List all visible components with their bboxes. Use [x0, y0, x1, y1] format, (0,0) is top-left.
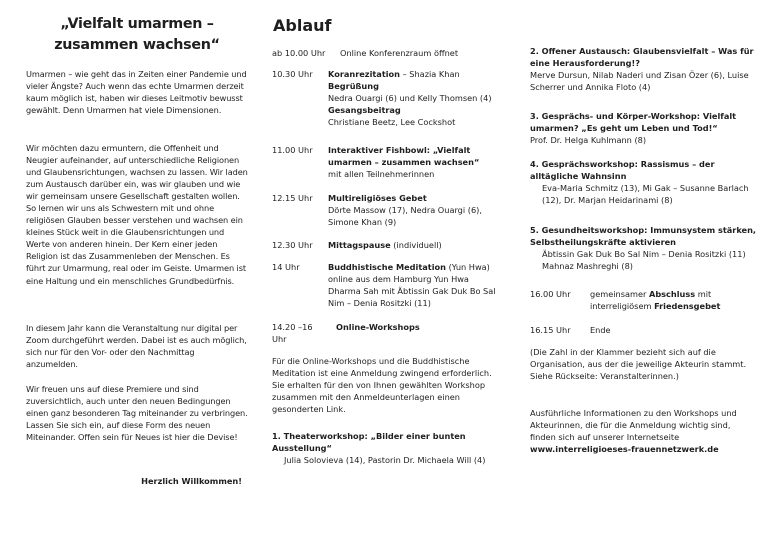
workshop-item: [530, 224, 758, 272]
schedule-time: 14.20 –16 Uhr: [272, 322, 313, 345]
schedule-time: 14 Uhr: [272, 262, 300, 272]
schedule-desc: Buddhistische Meditation (Yun Hwa) online aus dem Hamburg Yun Hwa Dharma Sah mit Äbtissin Gak Duk Bo Sal Nim – Denia Rositzki (11): [328, 262, 496, 309]
signoff: Herzlich Willkommen!: [141, 476, 242, 486]
schedule-desc: Ende: [590, 325, 611, 335]
schedule-time: 10.30 Uhr: [272, 69, 313, 79]
schedule-title: Ablauf: [273, 16, 332, 35]
workshop-people: Eva-Maria Schmitz (13), Mi Gak – Susanne Barlach (12), Dr. Marjan Heidarinami (8): [542, 183, 749, 206]
workshop-item: [530, 110, 758, 146]
intro-paragraph: Wir möchten dazu ermuntern, die Offenheit und Neugier aufeinander, auf unterschiedliche Religionen und Glaubensrichtungen, wachsen zu lassen. Wir laden zum Austausch darüber ein, was wir glauben und wie wir gemeinsam unsere Gesellschaft gestalten wollen. So lernen wir uns als Schwestern mit und ohne religiösen Glauben besser verstehen und wachsen ein kleines Stück weit in die Glaubensrichtungen und Werte von anderen hinein. Der Kern einer jeden Religion ist das Zusammenleben der Menschen. Es führt zur Umarmung, real oder im Geiste. Umarmen ist eine Haltung und ein menschliches Grundbedürfnis.: [26, 143, 248, 286]
schedule-desc: gemeinsamer Abschluss mit interreligiösem Friedensgebet: [590, 289, 721, 312]
schedule-desc: Interaktiver Fishbowl: „Vielfalt umarmen – zusammen wachsen“ mit allen Teilnehmerinnen: [328, 145, 480, 180]
workshop-title: 4. Gesprächsworkshop: Rassismus – der alltägliche Wahnsinn: [530, 159, 715, 182]
info-note: Ausführliche Informationen zu den Workshops und Akteurinnen, die für die Anmeldung wichtig sind, finden sich auf unserer Internetseite www.interreligioeses-frauennetzwerk.de: [530, 407, 756, 455]
intro-paragraph: Umarmen – wie geht das in Zeiten einer Pandemie und vieler Ängste? Auch wenn das echte Umarmen derzeit kaum möglich ist, haben wir dieses Leitmotiv bewusst gewählt. Denn Umarmen hat viele Dimensionen.: [26, 69, 247, 116]
workshop-people: Prof. Dr. Helga Kuhlmann (8): [530, 135, 647, 146]
schedule-desc: Online-Workshops: [336, 322, 420, 332]
event-title: „Vielfalt umarmen – zusammen wachsen“: [54, 16, 220, 53]
workshop-people: Merve Dursun, Nilab Naderi und Zisan Özer (6), Luise Scherrer und Annika Floto (4): [530, 70, 749, 93]
intro-paragraph: In diesem Jahr kann die Veranstaltung nur digital per Zoom durchgeführt werden. Dabei ist es auch möglich, sich nur für den Vor- oder den Nachmittag anzumelden.: [26, 323, 247, 370]
schedule-time: 16.15 Uhr: [530, 325, 571, 335]
workshop-title: 5. Gesundheitsworkshop: Immunsystem stärken, Selbstheilungskräfte aktivieren: [530, 225, 757, 248]
registration-note: Für die Online-Workshops und die Buddhistische Meditation ist eine Anmeldung zwingend erforderlich. Sie erhalten für den von Ihnen gewählten Workshop zusammen mit den Anmeldeunterlagen einen gesonderten Link.: [272, 356, 492, 415]
intro-paragraph: Wir freuen uns auf diese Premiere und sind zuversichtlich, auch unter den neuen Bedingungen einen ganz besonderen Tag miteinander zu verbringen. Lassen Sie sich ein, auf diese Form des neuen Miteinander. Offen sein für Neues ist hier die Devise!: [26, 384, 248, 443]
schedule-desc: Koranrezitation – Shazia Khan Begrüßung Nedra Ouargi (6) und Kelly Thomsen (4) Gesangsbeitrag Christiane Beetz, Lee Cockshot: [328, 69, 492, 128]
workshop-title: 3. Gesprächs- und Körper-Workshop: Vielfalt umarmen? „Es geht um Leben und Tod!“: [530, 111, 737, 134]
workshop-people: Äbtissin Gak Duk Bo Sal Nim – Denia Rositzki (11) Mahnaz Mashreghi (8): [542, 249, 746, 272]
workshop-title: 1. Theaterworkshop: „Bilder einer bunten Ausstellung“: [272, 431, 466, 454]
schedule-time: 12.15 Uhr: [272, 193, 313, 203]
schedule-time: ab 10.00 Uhr: [272, 48, 326, 58]
schedule-time: 12.30 Uhr: [272, 240, 313, 250]
workshop-item: [530, 158, 758, 206]
schedule-time: 11.00 Uhr: [272, 145, 313, 155]
schedule-desc: Mittagspause (individuell): [328, 240, 442, 250]
website-link[interactable]: www.interreligioeses-frauennetzwerk.de: [530, 444, 719, 455]
schedule-time: 16.00 Uhr: [530, 289, 571, 299]
organisation-note: (Die Zahl in der Klammer bezieht sich auf die Organisation, aus der die jeweilige Akteurin stammt. Siehe Rückseite: Veranstalterinnen.): [530, 347, 747, 382]
workshop-title: 2. Offener Austausch: Glaubensvielfalt – Was für eine Herausforderung!?: [530, 46, 754, 69]
workshop-item: [530, 45, 758, 93]
schedule-desc: Online Konferenzraum öffnet: [340, 48, 459, 58]
workshop-people: Julia Solovieva (14), Pastorin Dr. Michaela Will (4): [284, 455, 486, 466]
workshop-item: [272, 430, 500, 466]
schedule-desc: Multireligiöses Gebet Dörte Massow (17), Nedra Ouargi (6), Simone Khan (9): [328, 193, 482, 228]
